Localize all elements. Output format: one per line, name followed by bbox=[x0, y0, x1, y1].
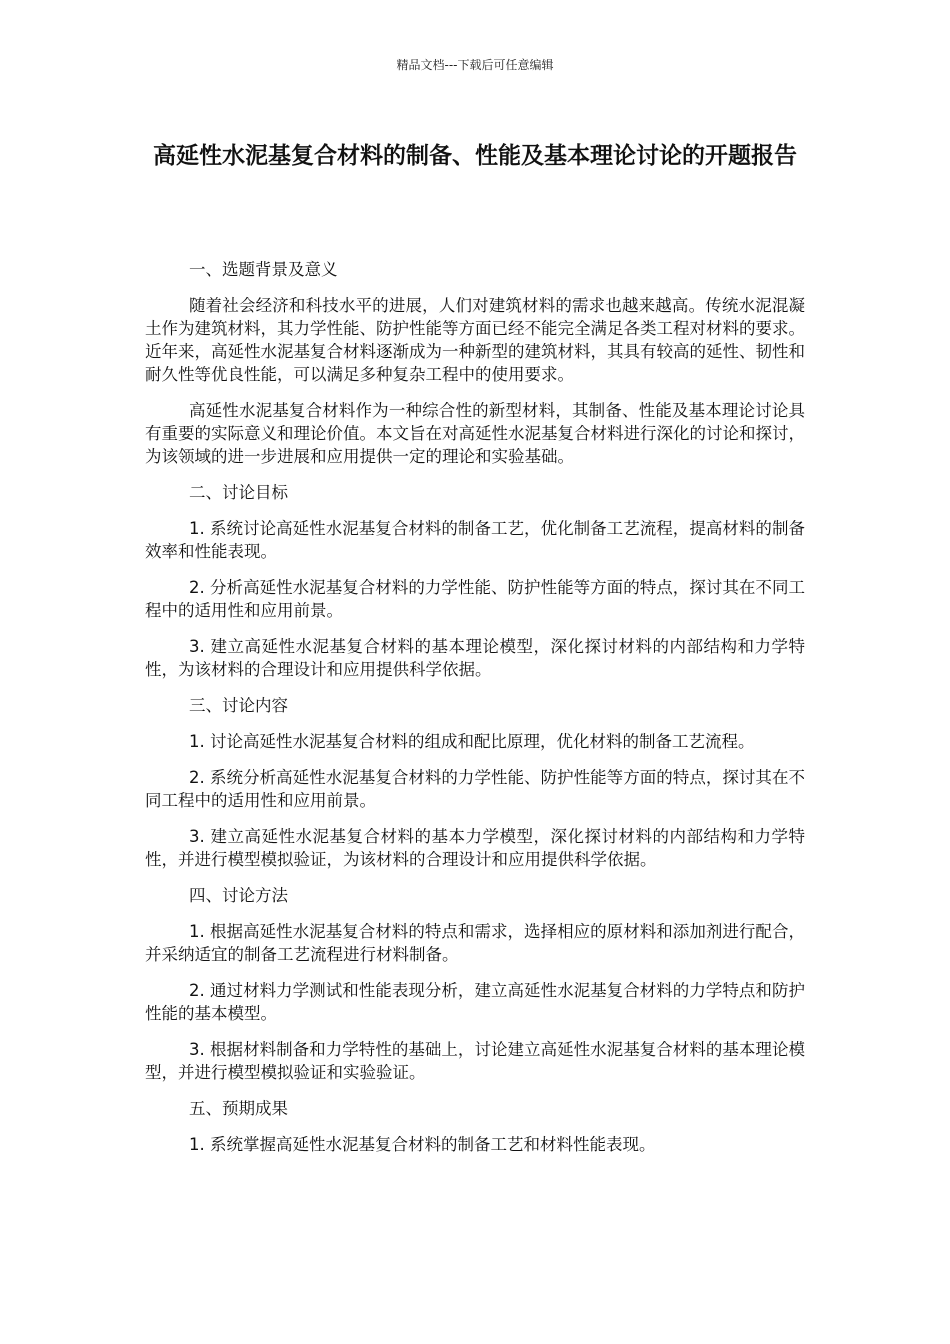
section-heading: 四、讨论方法 bbox=[189, 886, 288, 905]
list-item: 3. 根据材料制备和力学特性的基础上，讨论建立高延性水泥基复合材料的基本理论模型，并进行模型模拟验证和实验验证。 bbox=[145, 1040, 805, 1082]
paragraph: 高延性水泥基复合材料作为一种综合性的新型材料，其制备、性能及基本理论讨论具有重要的实际意义和理论价值。本文旨在对高延性水泥基复合材料进行深化的讨论和探讨，为该领域的进一步进展和应用提供一定的理论和实验基础。 bbox=[145, 401, 805, 466]
list-item: 2. 通过材料力学测试和性能表现分析，建立高延性水泥基复合材料的力学特点和防护性能的基本模型。 bbox=[145, 981, 805, 1023]
document-title: 高延性水泥基复合材料的制备、性能及基本理论讨论的开题报告 bbox=[153, 143, 797, 169]
list-item: 1. 讨论高延性水泥基复合材料的组成和配比原理，优化材料的制备工艺流程。 bbox=[189, 732, 755, 751]
list-item: 3. 建立高延性水泥基复合材料的基本力学模型，深化探讨材料的内部结构和力学特性，并进行模型模拟验证，为该材料的合理设计和应用提供科学依据。 bbox=[145, 827, 805, 869]
section-heading: 二、讨论目标 bbox=[189, 483, 288, 502]
list-item: 1. 系统讨论高延性水泥基复合材料的制备工艺，优化制备工艺流程，提高材料的制备效率和性能表现。 bbox=[145, 519, 805, 561]
section-heading: 一、选题背景及意义 bbox=[189, 260, 338, 279]
section-heading: 三、讨论内容 bbox=[189, 696, 288, 715]
paragraph: 随着社会经济和科技水平的进展，人们对建筑材料的需求也越来越高。传统水泥混凝土作为建筑材料，其力学性能、防护性能等方面已经不能完全满足各类工程对材料的要求。近年来，高延性水泥基复合材料逐渐成为一种新型的建筑材料，其具有较高的延性、韧性和耐久性等优良性能，可以满足多种复杂工程中的使用要求。 bbox=[145, 296, 805, 384]
header-note: 精品文档---下载后可任意编辑 bbox=[396, 58, 554, 72]
document-body bbox=[145, 258, 805, 1169]
list-item: 1. 系统掌握高延性水泥基复合材料的制备工艺和材料性能表现。 bbox=[189, 1135, 656, 1154]
section-heading: 五、预期成果 bbox=[189, 1099, 288, 1118]
list-item: 2. 系统分析高延性水泥基复合材料的力学性能、防护性能等方面的特点，探讨其在不同工程中的适用性和应用前景。 bbox=[145, 768, 805, 810]
list-item: 3. 建立高延性水泥基复合材料的基本理论模型，深化探讨材料的内部结构和力学特性，为该材料的合理设计和应用提供科学依据。 bbox=[145, 637, 805, 679]
list-item: 2. 分析高延性水泥基复合材料的力学性能、防护性能等方面的特点，探讨其在不同工程中的适用性和应用前景。 bbox=[145, 578, 805, 620]
list-item: 1. 根据高延性水泥基复合材料的特点和需求，选择相应的原材料和添加剂进行配合，并采纳适宜的制备工艺流程进行材料制备。 bbox=[145, 922, 805, 964]
